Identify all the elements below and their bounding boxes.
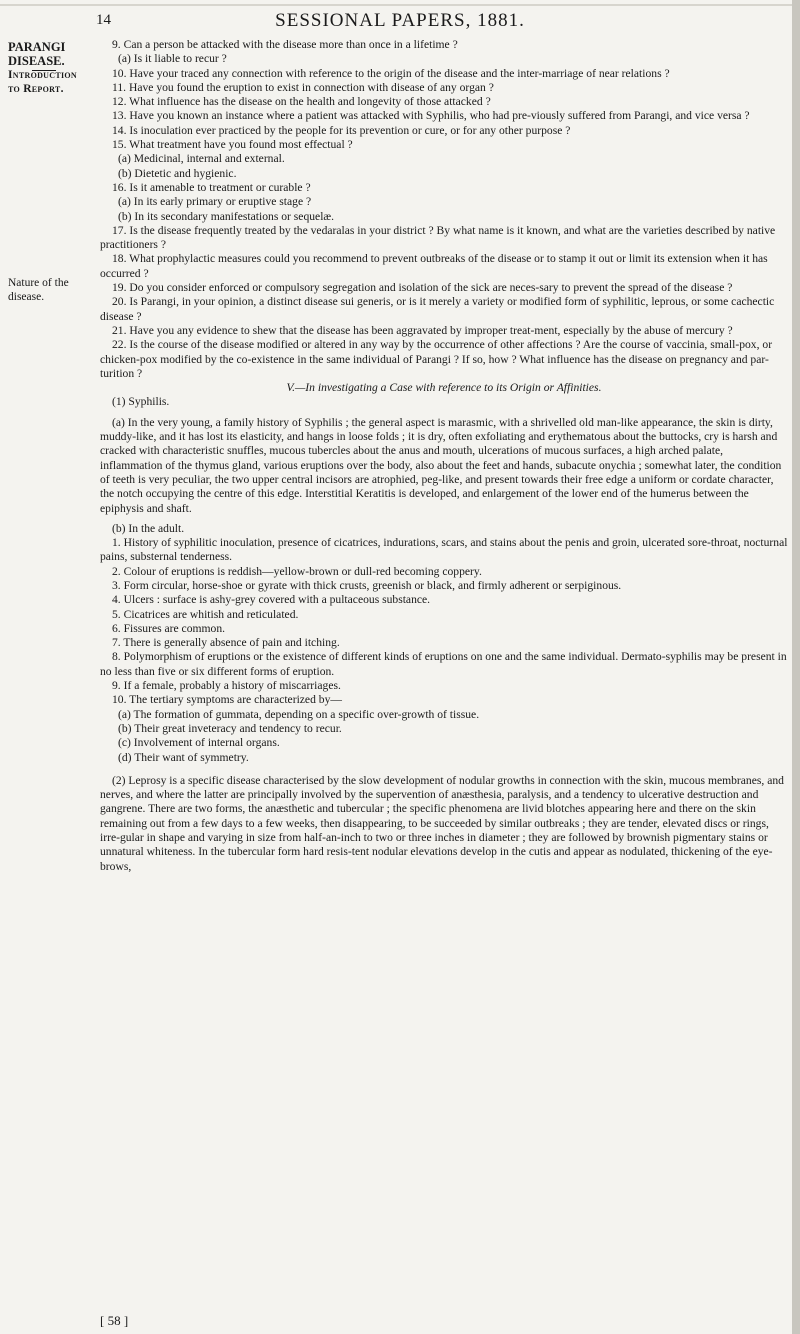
question-14: 14. Is inoculation ever practiced by the people for its prevention or cure, or for any other purpose ? — [112, 123, 571, 137]
question-17: 17. Is the disease frequently treated by the vedaralas in your district ? By what name is it known, and what are the varieties described by native practitioners ? — [100, 223, 776, 252]
question-9: 9. Can a person be attacked with the disease more than once in a lifetime ? — [112, 38, 458, 51]
tertiary-item-b: (b) Their great inveteracy and tendency to recur. — [118, 721, 342, 735]
adult-item-1: 1. History of syphilitic inoculation, presence of cicatrices, indurations, scars, and stains about the penis and groin, ulcerated sore-throat, nocturnal pains, substernal tenderness. — [100, 536, 788, 564]
question-16a: (a) In its early primary or eruptive stage ? — [118, 195, 312, 209]
question-15: 15. What treatment have you found most effectual ? — [112, 138, 353, 152]
question-16b: (b) In its secondary manifestations or sequelæ. — [118, 209, 335, 223]
adult-item-10: 10. The tertiary symptoms are characterized by— — [112, 693, 342, 707]
page-header — [0, 8, 800, 30]
margin-disease-title — [8, 40, 90, 71]
syphilis-heading: (1) Syphilis. — [112, 395, 170, 409]
margin-intro — [8, 68, 90, 96]
adult-item-3: 3. Form circular, horse-shoe or gyrate with thick crusts, greenish or black, and firmly adherent or serpiginous. — [112, 578, 622, 592]
question-11: 11. Have you found the eruption to exist in connection with disease of any organ ? — [112, 80, 494, 94]
running-title: SESSIONAL PAPERS, 1881. — [275, 10, 525, 31]
adult-item-7: 7. There is generally absence of pain and itching. — [112, 636, 340, 650]
page-edge — [792, 0, 800, 1334]
syphilis-adult-heading: (b) In the adult. — [112, 521, 185, 535]
margin-nature — [8, 276, 90, 304]
page-number: 14 — [96, 12, 111, 28]
margin-nature-label: Nature of the disease. — [8, 277, 69, 303]
adult-item-6: 6. Fissures are common. — [112, 621, 226, 635]
document-body — [100, 38, 788, 874]
question-12: 12. What influence has the disease on the health and longevity of those attacked ? — [112, 95, 491, 109]
top-rule — [0, 4, 800, 6]
syphilis-young: (a) In the very young, a family history of Syphilis ; the general aspect is marasmic, with a shrivelled old man-like appearance, the skin is dirty, muddy-like, and it has lost its elasticity, and hangs in loose folds ; it is dry, often exfoliating and erythematous about the buttocks, cry is harsh and cracked with characteristic snuffles, mucous tubercles about the anus and mouth, ulcerations of mucous surfaces, a high arched palate, inflammation of the thymus gland, various eruptions over the body, also about the feet and hands, subacute onychia ; somewhat later, the condition of teeth is very peculiar, the two upper central incisors are atrophied, peg-like, and present towards their free edge a uniform or cordate character, the notch occupying the centre of this edge. Interstitial Keratitis is developed, and enlargement of the lower end of the humerus between the epiphysis and shaft. — [100, 415, 782, 515]
adult-item-5: 5. Cicatrices are whitish and reticulated. — [112, 607, 299, 621]
disease-title: PARANGI DISEASE. — [8, 40, 66, 68]
question-19: 19. Do you consider enforced or compulsory segregation and isolation of the sick are neces-sary to prevent the spread of the disease ? — [112, 281, 733, 295]
adult-item-8: 8. Polymorphism of eruptions or the existence of different kinds of eruptions on one and the same individual. Dermato-syphilis may be present in no less than five or six different forms of eruption. — [100, 650, 787, 678]
adult-item-9: 9. If a female, probably a history of miscarriages. — [112, 679, 341, 693]
question-10: 10. Have your traced any connection with reference to the origin of the disease and the inter-marriage of near relations ? — [112, 66, 670, 80]
question-15b: (b) Dietetic and hygienic. — [118, 166, 237, 180]
question-16: 16. Is it amenable to treatment or curable ? — [112, 180, 311, 194]
adult-item-2: 2. Colour of eruptions is reddish—yellow-brown or dull-red becoming coppery. — [112, 564, 482, 578]
tertiary-item-d: (d) Their want of symmetry. — [118, 750, 249, 764]
section-v-heading: V.—In investigating a Case with reference to its Origin or Affinities. — [286, 381, 602, 395]
page-footer-marker: [ 58 ] — [100, 1313, 129, 1328]
tertiary-item-a: (a) The formation of gummata, depending on a specific over-growth of tissue. — [118, 707, 480, 721]
question-18: 18. What prophylactic measures could you recommend to prevent outbreaks of the disease or to stamp it out or limit its extension when it has occurred ? — [100, 252, 768, 280]
question-9a: (a) Is it liable to recur ? — [118, 52, 227, 66]
question-15a: (a) Medicinal, internal and external. — [118, 152, 285, 166]
question-20: 20. Is Parangi, in your opinion, a distinct disease sui generis, or is it merely a variety or modified form of syphilitic, leprous, or some cachectic disease ? — [100, 295, 775, 323]
question-21: 21. Have you any evidence to shew that the disease has been aggravated by improper treat-ment, especially by the abuse of mercury ? — [112, 323, 733, 337]
leprosy-paragraph: (2) Leprosy is a specific disease characterised by the slow development of nodular growths in connection with the skin, mucous membranes, and nerves, and where the latter are principally involved by the supervention of anæsthesia, paralysis, and a tendency to ulcerative destruction and gangrene. There are two forms, the anæsthetic and tubercular ; the specific phenomena are livid blotches appearing here and there on the skin remaining out from a few days to a few weeks, then disappearing, to be succeeded by similar outbreaks ; they are tender, elevated discs or rings, irre-gular in shape and varying in size from half-an-inch to two or three inches in diameter ; they are followed by brownish pigmentary stains or unnatural whiteness. In the tubercular form hard resis-tent nodular elevations develop in the cutis and appear as nodulated, thickening of the eye-brows, — [100, 773, 784, 873]
margin-intro-label: Introduction to Report. — [8, 69, 77, 95]
adult-item-4: 4. Ulcers : surface is ashy-grey covered with a pultaceous substance. — [112, 593, 431, 607]
tertiary-item-c: (c) Involvement of internal organs. — [118, 736, 280, 750]
question-22: 22. Is the course of the disease modified or altered in any way by the occurrence of other affections ? Are the course of vaccinia, small-pox, or chicken-pox modified by the co-existence in the same individual of Parangi ? If so, how ? What influence has the disease on pregnancy and par-turition ? — [100, 338, 773, 380]
spacer — [100, 765, 788, 774]
question-13: 13. Have you known an instance where a patient was attacked with Syphilis, who had pre-viously suffered from Parangi, and vice versa ? — [112, 109, 750, 123]
